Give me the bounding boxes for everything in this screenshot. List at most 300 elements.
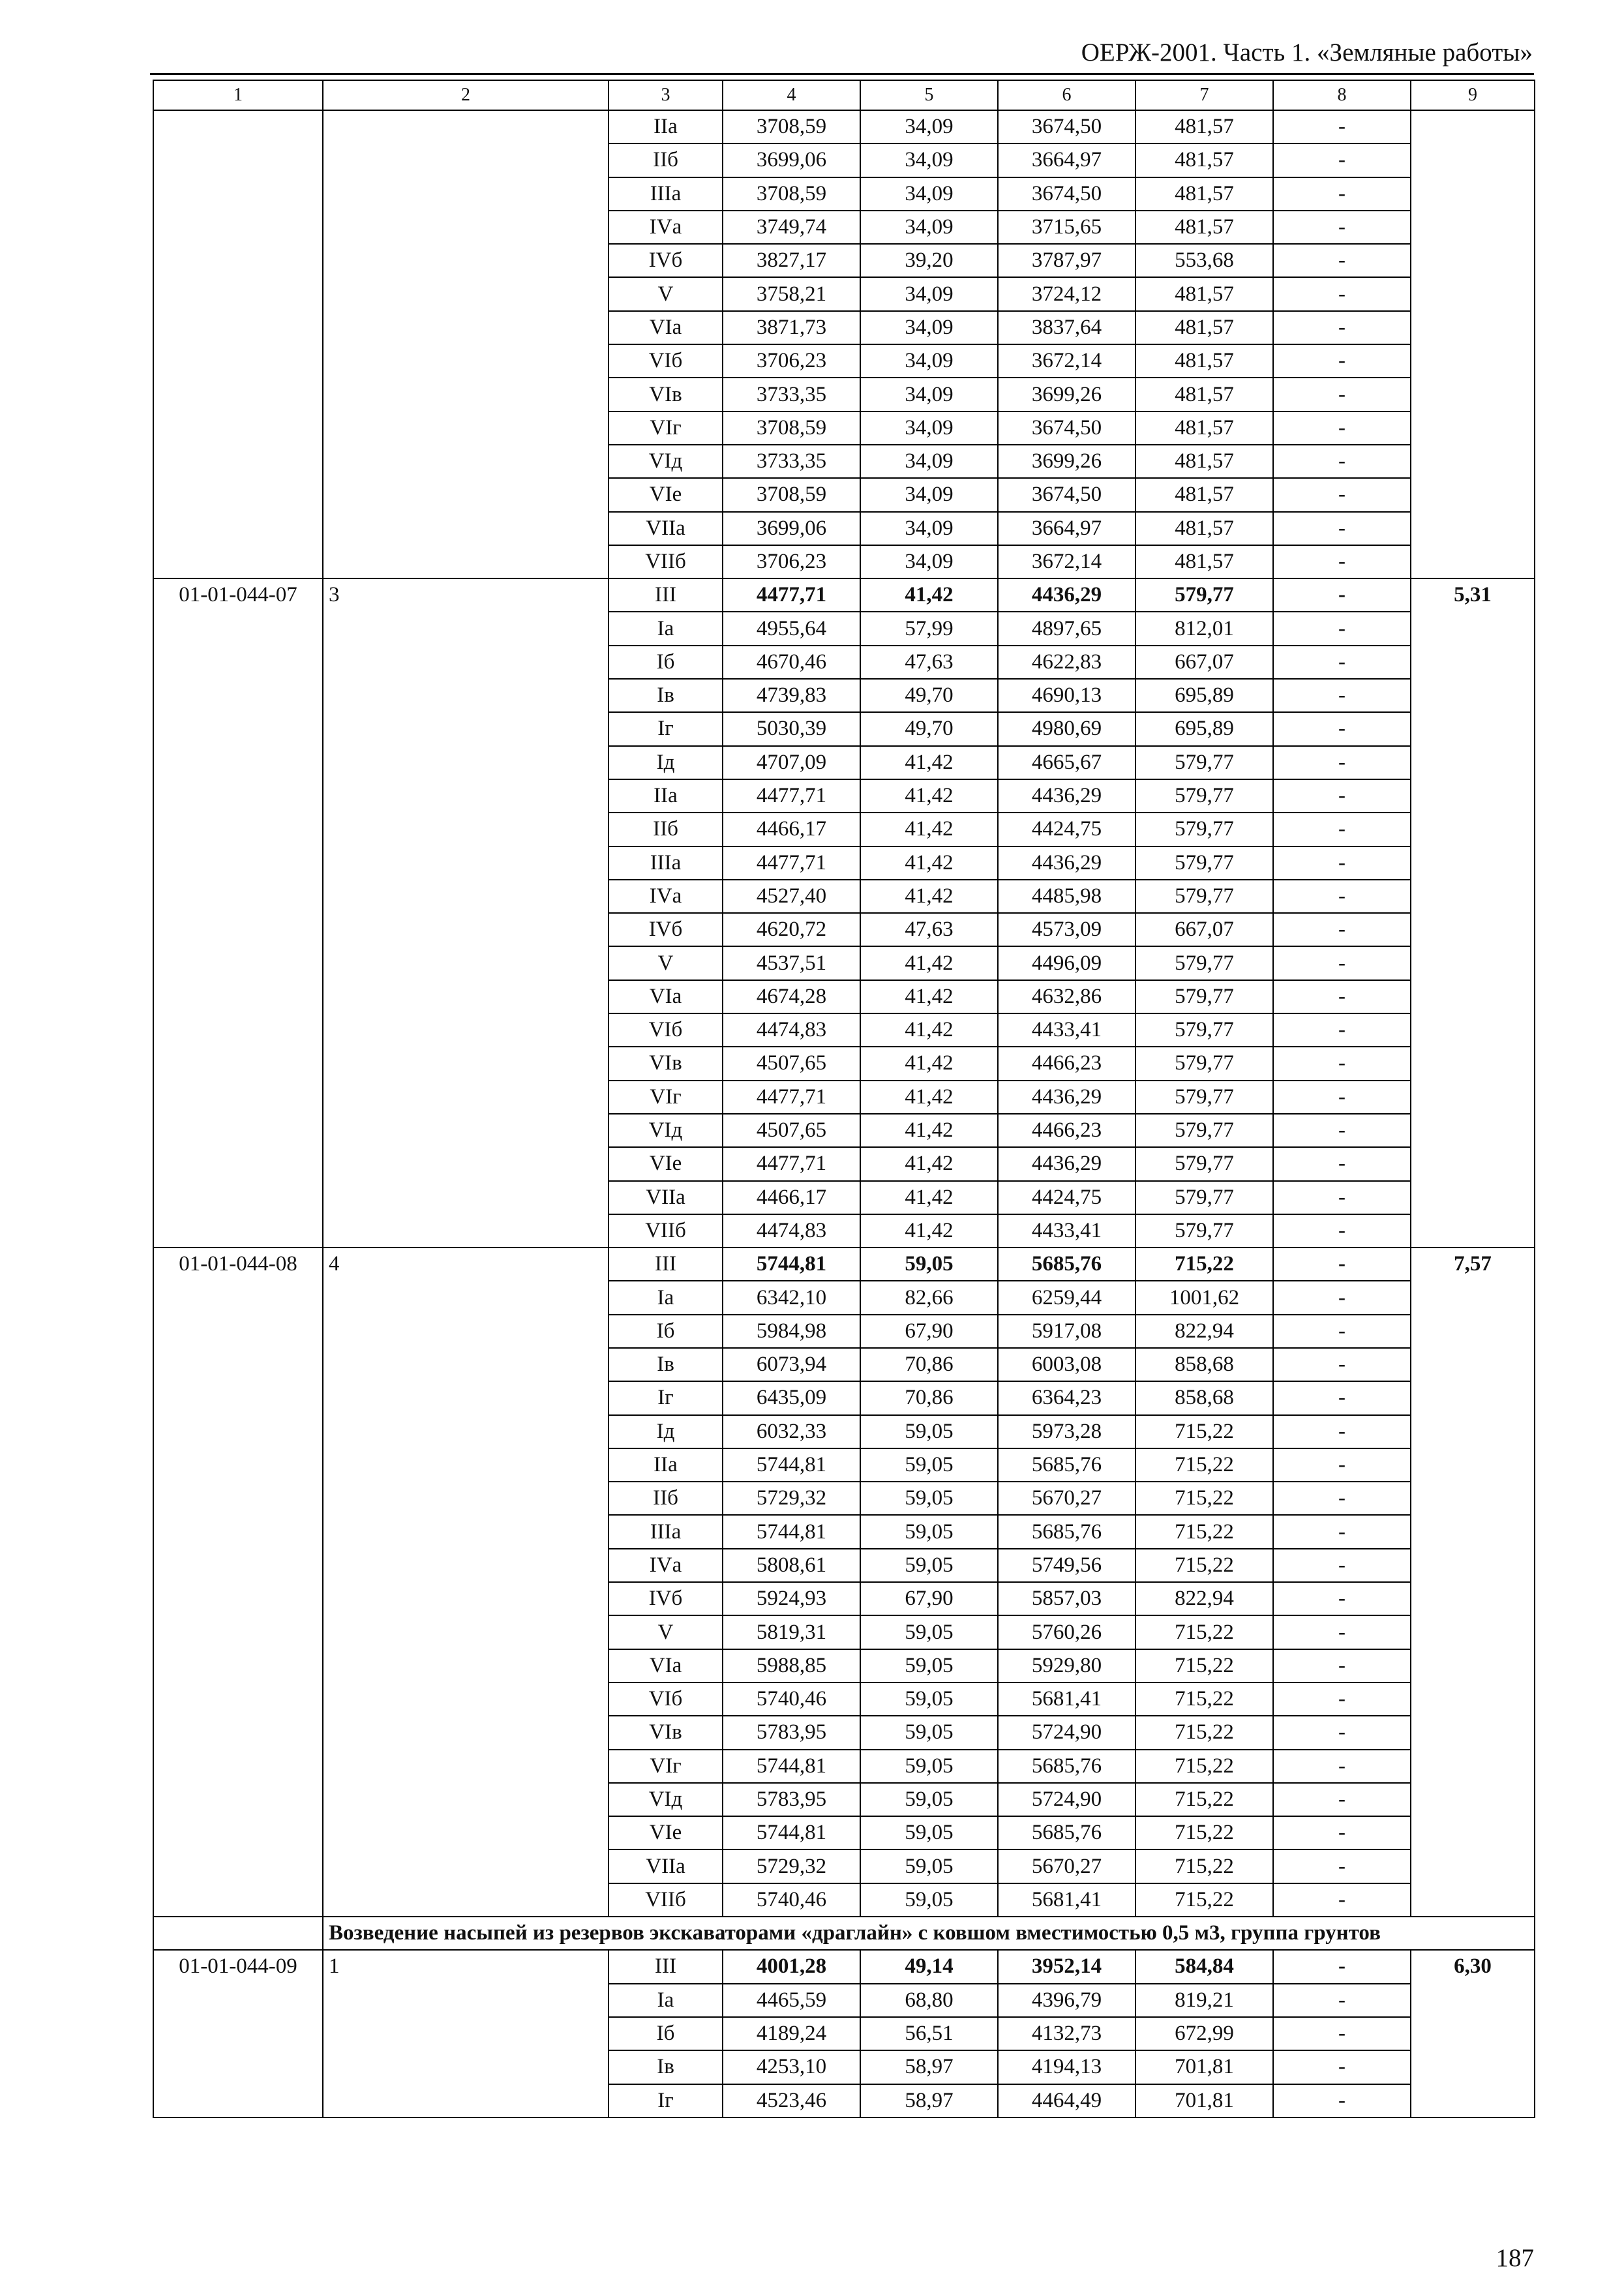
value-cell: 715,22 xyxy=(1135,1683,1273,1716)
value-cell: - xyxy=(1273,612,1411,645)
value-cell: 3674,50 xyxy=(998,478,1135,511)
value-cell: 481,57 xyxy=(1135,445,1273,478)
value-cell: 701,81 xyxy=(1135,2050,1273,2084)
page-header-title: ОЕРЖ-2001. Часть 1. «Земляные работы» xyxy=(1081,38,1533,67)
value-cell: 3674,50 xyxy=(998,177,1135,211)
value-cell: 4436,29 xyxy=(998,578,1135,612)
value-cell: - xyxy=(1273,311,1411,344)
value-cell: - xyxy=(1273,1381,1411,1414)
value-cell: 579,77 xyxy=(1135,846,1273,880)
soil-group-cell: VIа xyxy=(609,980,723,1013)
value-cell: 41,42 xyxy=(860,779,998,813)
value-cell: 579,77 xyxy=(1135,1047,1273,1080)
value-cell: 5724,90 xyxy=(998,1716,1135,1749)
value-cell: - xyxy=(1273,1415,1411,1448)
value-cell: 481,57 xyxy=(1135,311,1273,344)
value-cell: - xyxy=(1273,1750,1411,1783)
value-cell: - xyxy=(1273,2050,1411,2084)
value-cell: 4690,13 xyxy=(998,679,1135,712)
value-cell: - xyxy=(1273,1147,1411,1180)
value-cell: 5783,95 xyxy=(723,1783,860,1816)
value-cell: 3749,74 xyxy=(723,211,860,244)
rate-label: 1 xyxy=(323,1950,609,2117)
value-cell: 481,57 xyxy=(1135,344,1273,378)
soil-group-cell: Iг xyxy=(609,712,723,745)
rate-label: 3 xyxy=(323,578,609,1248)
value-cell: 4477,71 xyxy=(723,779,860,813)
value-cell: 4573,09 xyxy=(998,913,1135,946)
soil-group-cell: VIб xyxy=(609,1013,723,1047)
value-cell: 34,09 xyxy=(860,211,998,244)
soil-group-cell: VIа xyxy=(609,311,723,344)
value-cell: - xyxy=(1273,1984,1411,2017)
soil-group-cell: VIIб xyxy=(609,545,723,578)
value-cell: 3871,73 xyxy=(723,311,860,344)
value-cell: 59,05 xyxy=(860,1448,998,1482)
value-cell: 5729,32 xyxy=(723,1849,860,1883)
value-cell: 3733,35 xyxy=(723,445,860,478)
value-cell: 6073,94 xyxy=(723,1348,860,1381)
soil-group-cell: Iд xyxy=(609,1415,723,1448)
value-cell: 4980,69 xyxy=(998,712,1135,745)
value-cell: 715,22 xyxy=(1135,1482,1273,1515)
value-cell: 34,09 xyxy=(860,545,998,578)
value-cell: 584,84 xyxy=(1135,1950,1273,1983)
value-cell: - xyxy=(1273,1348,1411,1381)
value-cell: - xyxy=(1273,545,1411,578)
value-cell: 5744,81 xyxy=(723,1448,860,1482)
soil-group-cell: Iв xyxy=(609,679,723,712)
soil-group-cell: VIIб xyxy=(609,1883,723,1917)
soil-group-cell: V xyxy=(609,1615,723,1649)
soil-group-cell: IVа xyxy=(609,880,723,913)
value-cell: - xyxy=(1273,211,1411,244)
value-cell: - xyxy=(1273,746,1411,779)
value-cell: 67,90 xyxy=(860,1315,998,1348)
value-cell: 70,86 xyxy=(860,1381,998,1414)
value-cell: - xyxy=(1273,344,1411,378)
value-cell: 672,99 xyxy=(1135,2017,1273,2050)
value-cell: 715,22 xyxy=(1135,1248,1273,1281)
value-cell: 4001,28 xyxy=(723,1950,860,1983)
column-number: 5 xyxy=(860,80,998,110)
value-cell: - xyxy=(1273,1849,1411,1883)
value-cell: 5681,41 xyxy=(998,1883,1135,1917)
value-cell: 715,22 xyxy=(1135,1716,1273,1749)
value-cell: 3724,12 xyxy=(998,277,1135,310)
value-cell: 822,94 xyxy=(1135,1315,1273,1348)
value-cell: 4466,17 xyxy=(723,1181,860,1214)
value-cell: - xyxy=(1273,1683,1411,1716)
value-cell: 579,77 xyxy=(1135,1181,1273,1214)
soil-group-cell: V xyxy=(609,277,723,310)
table-row xyxy=(153,110,1535,143)
value-cell: 4474,83 xyxy=(723,1214,860,1248)
value-cell: 5744,81 xyxy=(723,1750,860,1783)
value-cell: 579,77 xyxy=(1135,1081,1273,1114)
value-cell: 41,42 xyxy=(860,746,998,779)
value-cell: 715,22 xyxy=(1135,1448,1273,1482)
value-cell: 822,94 xyxy=(1135,1582,1273,1615)
value-cell: 3699,06 xyxy=(723,512,860,545)
soil-group-cell: VIв xyxy=(609,1716,723,1749)
soil-group-cell: IIб xyxy=(609,813,723,846)
value-cell: 858,68 xyxy=(1135,1381,1273,1414)
value-cell: - xyxy=(1273,1114,1411,1147)
soil-group-cell: VIIб xyxy=(609,1214,723,1248)
value-cell: 5783,95 xyxy=(723,1716,860,1749)
value-cell: 34,09 xyxy=(860,110,998,143)
value-cell: 4527,40 xyxy=(723,880,860,913)
section-row xyxy=(153,1917,1535,1950)
value-cell: 3664,97 xyxy=(998,143,1135,177)
column-number: 1 xyxy=(153,80,323,110)
column-number: 2 xyxy=(323,80,609,110)
column-number: 4 xyxy=(723,80,860,110)
value-cell: - xyxy=(1273,578,1411,612)
value-cell: 3708,59 xyxy=(723,411,860,445)
value-cell: 715,22 xyxy=(1135,1515,1273,1548)
value-cell: 57,99 xyxy=(860,612,998,645)
value-cell: 6003,08 xyxy=(998,1348,1135,1381)
value-cell: 715,22 xyxy=(1135,1750,1273,1783)
soil-group-cell: IIа xyxy=(609,110,723,143)
value-cell: - xyxy=(1273,679,1411,712)
value-cell: 4496,09 xyxy=(998,946,1135,980)
value-cell: 4189,24 xyxy=(723,2017,860,2050)
value-cell: 4436,29 xyxy=(998,1147,1135,1180)
labor-total: 5,31 xyxy=(1411,578,1535,1248)
value-cell: 579,77 xyxy=(1135,1214,1273,1248)
value-cell: 715,22 xyxy=(1135,1549,1273,1582)
value-cell: - xyxy=(1273,1248,1411,1281)
soil-group-cell: Iб xyxy=(609,646,723,679)
value-cell: - xyxy=(1273,1649,1411,1683)
value-cell: 59,05 xyxy=(860,1783,998,1816)
value-cell: - xyxy=(1273,244,1411,277)
value-cell: 3708,59 xyxy=(723,478,860,511)
value-cell: 3787,97 xyxy=(998,244,1135,277)
soil-group-cell: IIб xyxy=(609,1482,723,1515)
value-cell: 579,77 xyxy=(1135,980,1273,1013)
soil-group-cell: VIIа xyxy=(609,1181,723,1214)
value-cell: 58,97 xyxy=(860,2084,998,2117)
value-cell: - xyxy=(1273,1214,1411,1248)
value-cell: 49,70 xyxy=(860,679,998,712)
value-cell: 3715,65 xyxy=(998,211,1135,244)
value-cell: 4632,86 xyxy=(998,980,1135,1013)
soil-group-cell: IVб xyxy=(609,244,723,277)
value-cell: 82,66 xyxy=(860,1281,998,1314)
rate-code xyxy=(153,110,323,578)
value-cell: 481,57 xyxy=(1135,277,1273,310)
value-cell: 858,68 xyxy=(1135,1348,1273,1381)
soil-group-cell: Iв xyxy=(609,2050,723,2084)
value-cell: 41,42 xyxy=(860,846,998,880)
soil-group-cell: IVа xyxy=(609,211,723,244)
value-cell: 579,77 xyxy=(1135,813,1273,846)
soil-group-cell: IVб xyxy=(609,1582,723,1615)
value-cell: 5744,81 xyxy=(723,1816,860,1849)
value-cell: 59,05 xyxy=(860,1750,998,1783)
value-cell: 6364,23 xyxy=(998,1381,1135,1414)
value-cell: 4477,71 xyxy=(723,1147,860,1180)
value-cell: 34,09 xyxy=(860,411,998,445)
value-cell: 3699,26 xyxy=(998,378,1135,411)
value-cell: 56,51 xyxy=(860,2017,998,2050)
soil-group-cell: IVа xyxy=(609,1549,723,1582)
value-cell: 59,05 xyxy=(860,1716,998,1749)
value-cell: 41,42 xyxy=(860,1114,998,1147)
value-cell: - xyxy=(1273,1783,1411,1816)
value-cell: 6342,10 xyxy=(723,1281,860,1314)
value-cell: 4620,72 xyxy=(723,913,860,946)
value-cell: 4396,79 xyxy=(998,1984,1135,2017)
value-cell: 4707,09 xyxy=(723,746,860,779)
soil-group-cell: VIв xyxy=(609,1047,723,1080)
value-cell: 5924,93 xyxy=(723,1582,860,1615)
price-table xyxy=(153,80,1535,2118)
value-cell: 579,77 xyxy=(1135,880,1273,913)
value-cell: - xyxy=(1273,1181,1411,1214)
value-cell: 4507,65 xyxy=(723,1114,860,1147)
table-row xyxy=(153,1950,1535,1983)
section-title: Возведение насыпей из резервов экскаваторами «драглайн» с ковшом вместимостью 0,5 м3, группа грунтов xyxy=(323,1917,1535,1950)
value-cell: - xyxy=(1273,946,1411,980)
value-cell: 34,09 xyxy=(860,478,998,511)
value-cell: 3837,64 xyxy=(998,311,1135,344)
soil-group-cell: III xyxy=(609,578,723,612)
section-spacer xyxy=(153,1917,323,1950)
value-cell: 39,20 xyxy=(860,244,998,277)
value-cell: 4477,71 xyxy=(723,578,860,612)
value-cell: 47,63 xyxy=(860,913,998,946)
value-cell: 4466,23 xyxy=(998,1114,1135,1147)
value-cell: 667,07 xyxy=(1135,913,1273,946)
value-cell: - xyxy=(1273,646,1411,679)
value-cell: 5744,81 xyxy=(723,1248,860,1281)
value-cell: - xyxy=(1273,846,1411,880)
value-cell: 4253,10 xyxy=(723,2050,860,2084)
value-cell: 5917,08 xyxy=(998,1315,1135,1348)
value-cell: 58,97 xyxy=(860,2050,998,2084)
value-cell: 4670,46 xyxy=(723,646,860,679)
soil-group-cell: VIг xyxy=(609,1750,723,1783)
soil-group-cell: VIд xyxy=(609,1783,723,1816)
value-cell: - xyxy=(1273,277,1411,310)
soil-group-cell: Iг xyxy=(609,2084,723,2117)
value-cell: 34,09 xyxy=(860,277,998,310)
value-cell: 3674,50 xyxy=(998,110,1135,143)
value-cell: 4464,49 xyxy=(998,2084,1135,2117)
value-cell: 5929,80 xyxy=(998,1649,1135,1683)
value-cell: 3672,14 xyxy=(998,545,1135,578)
value-cell: 6259,44 xyxy=(998,1281,1135,1314)
value-cell: 3708,59 xyxy=(723,177,860,211)
column-number: 3 xyxy=(609,80,723,110)
value-cell: 4897,65 xyxy=(998,612,1135,645)
value-cell: 5857,03 xyxy=(998,1582,1135,1615)
soil-group-cell: Iг xyxy=(609,1381,723,1414)
soil-group-cell: VIе xyxy=(609,1816,723,1849)
value-cell: 695,89 xyxy=(1135,679,1273,712)
soil-group-cell: Iа xyxy=(609,1984,723,2017)
value-cell: 41,42 xyxy=(860,880,998,913)
value-cell: 3672,14 xyxy=(998,344,1135,378)
value-cell: 4674,28 xyxy=(723,980,860,1013)
value-cell: - xyxy=(1273,143,1411,177)
value-cell: 4466,17 xyxy=(723,813,860,846)
value-cell: 4433,41 xyxy=(998,1013,1135,1047)
value-cell: 819,21 xyxy=(1135,1984,1273,2017)
labor-total: 7,57 xyxy=(1411,1248,1535,1917)
soil-group-cell: VIд xyxy=(609,1114,723,1147)
value-cell: 579,77 xyxy=(1135,946,1273,980)
value-cell: 481,57 xyxy=(1135,378,1273,411)
value-cell: 41,42 xyxy=(860,1013,998,1047)
value-cell: - xyxy=(1273,411,1411,445)
value-cell: 34,09 xyxy=(860,378,998,411)
value-cell: - xyxy=(1273,1047,1411,1080)
value-cell: - xyxy=(1273,445,1411,478)
value-cell: 481,57 xyxy=(1135,478,1273,511)
value-cell: - xyxy=(1273,813,1411,846)
value-cell: - xyxy=(1273,1549,1411,1582)
value-cell: 4465,59 xyxy=(723,1984,860,2017)
value-cell: 4474,83 xyxy=(723,1013,860,1047)
value-cell: 59,05 xyxy=(860,1515,998,1548)
value-cell: 47,63 xyxy=(860,646,998,679)
value-cell: 34,09 xyxy=(860,344,998,378)
value-cell: 481,57 xyxy=(1135,110,1273,143)
value-cell: 715,22 xyxy=(1135,1649,1273,1683)
value-cell: 4622,83 xyxy=(998,646,1135,679)
value-cell: 5030,39 xyxy=(723,712,860,745)
value-cell: 481,57 xyxy=(1135,512,1273,545)
value-cell: 5729,32 xyxy=(723,1482,860,1515)
header-rule xyxy=(150,73,1534,75)
value-cell: 41,42 xyxy=(860,1214,998,1248)
value-cell: 3733,35 xyxy=(723,378,860,411)
value-cell: 3706,23 xyxy=(723,545,860,578)
value-cell: 4523,46 xyxy=(723,2084,860,2117)
value-cell: 5984,98 xyxy=(723,1315,860,1348)
rate-code: 01-01-044-07 xyxy=(153,578,323,1248)
column-number: 9 xyxy=(1411,80,1535,110)
value-cell: - xyxy=(1273,2084,1411,2117)
value-cell: 5819,31 xyxy=(723,1615,860,1649)
value-cell: - xyxy=(1273,980,1411,1013)
price-table-container xyxy=(153,80,1534,2118)
value-cell: 579,77 xyxy=(1135,746,1273,779)
value-cell: 3664,97 xyxy=(998,512,1135,545)
value-cell: 5988,85 xyxy=(723,1649,860,1683)
column-number-row xyxy=(153,80,1535,110)
value-cell: 41,42 xyxy=(860,980,998,1013)
value-cell: - xyxy=(1273,1448,1411,1482)
soil-group-cell: V xyxy=(609,946,723,980)
value-cell: 41,42 xyxy=(860,813,998,846)
value-cell: 59,05 xyxy=(860,1615,998,1649)
value-cell: - xyxy=(1273,1482,1411,1515)
value-cell: 4436,29 xyxy=(998,779,1135,813)
value-cell: 4507,65 xyxy=(723,1047,860,1080)
value-cell: 41,42 xyxy=(860,1147,998,1180)
value-cell: - xyxy=(1273,478,1411,511)
value-cell: 4665,67 xyxy=(998,746,1135,779)
value-cell: 667,07 xyxy=(1135,646,1273,679)
value-cell: 49,70 xyxy=(860,712,998,745)
soil-group-cell: IIб xyxy=(609,143,723,177)
value-cell: 49,14 xyxy=(860,1950,998,1983)
value-cell: - xyxy=(1273,378,1411,411)
value-cell: 5760,26 xyxy=(998,1615,1135,1649)
value-cell: 5685,76 xyxy=(998,1248,1135,1281)
value-cell: 67,90 xyxy=(860,1582,998,1615)
value-cell: - xyxy=(1273,2017,1411,2050)
value-cell: 59,05 xyxy=(860,1482,998,1515)
value-cell: 579,77 xyxy=(1135,1147,1273,1180)
value-cell: 5685,76 xyxy=(998,1515,1135,1548)
value-cell: - xyxy=(1273,1615,1411,1649)
value-cell: 481,57 xyxy=(1135,411,1273,445)
soil-group-cell: VIг xyxy=(609,411,723,445)
value-cell: 4477,71 xyxy=(723,846,860,880)
value-cell: 68,80 xyxy=(860,1984,998,2017)
column-number: 6 xyxy=(998,80,1135,110)
value-cell: 4436,29 xyxy=(998,1081,1135,1114)
labor-total xyxy=(1411,110,1535,578)
value-cell: 3699,26 xyxy=(998,445,1135,478)
value-cell: 4485,98 xyxy=(998,880,1135,913)
value-cell: 553,68 xyxy=(1135,244,1273,277)
rate-code: 01-01-044-09 xyxy=(153,1950,323,2117)
value-cell: 34,09 xyxy=(860,445,998,478)
value-cell: - xyxy=(1273,712,1411,745)
value-cell: 3758,21 xyxy=(723,277,860,310)
value-cell: 5670,27 xyxy=(998,1849,1135,1883)
value-cell: 4194,13 xyxy=(998,2050,1135,2084)
soil-group-cell: Iб xyxy=(609,2017,723,2050)
value-cell: 4433,41 xyxy=(998,1214,1135,1248)
value-cell: 4477,71 xyxy=(723,1081,860,1114)
value-cell: 5685,76 xyxy=(998,1448,1135,1482)
soil-group-cell: IIIа xyxy=(609,1515,723,1548)
soil-group-cell: Iв xyxy=(609,1348,723,1381)
value-cell: 59,05 xyxy=(860,1683,998,1716)
value-cell: 579,77 xyxy=(1135,1013,1273,1047)
value-cell: - xyxy=(1273,1883,1411,1917)
soil-group-cell: Iа xyxy=(609,612,723,645)
value-cell: - xyxy=(1273,1582,1411,1615)
value-cell: 5681,41 xyxy=(998,1683,1135,1716)
soil-group-cell: III xyxy=(609,1950,723,1983)
value-cell: 59,05 xyxy=(860,1849,998,1883)
value-cell: 4132,73 xyxy=(998,2017,1135,2050)
soil-group-cell: IIIа xyxy=(609,846,723,880)
value-cell: 59,05 xyxy=(860,1415,998,1448)
value-cell: 715,22 xyxy=(1135,1783,1273,1816)
column-number: 7 xyxy=(1135,80,1273,110)
value-cell: 3674,50 xyxy=(998,411,1135,445)
value-cell: 3827,17 xyxy=(723,244,860,277)
value-cell: 5808,61 xyxy=(723,1549,860,1582)
rate-label: 4 xyxy=(323,1248,609,1917)
value-cell: 59,05 xyxy=(860,1549,998,1582)
value-cell: 701,81 xyxy=(1135,2084,1273,2117)
value-cell: 59,05 xyxy=(860,1248,998,1281)
value-cell: 579,77 xyxy=(1135,1114,1273,1147)
